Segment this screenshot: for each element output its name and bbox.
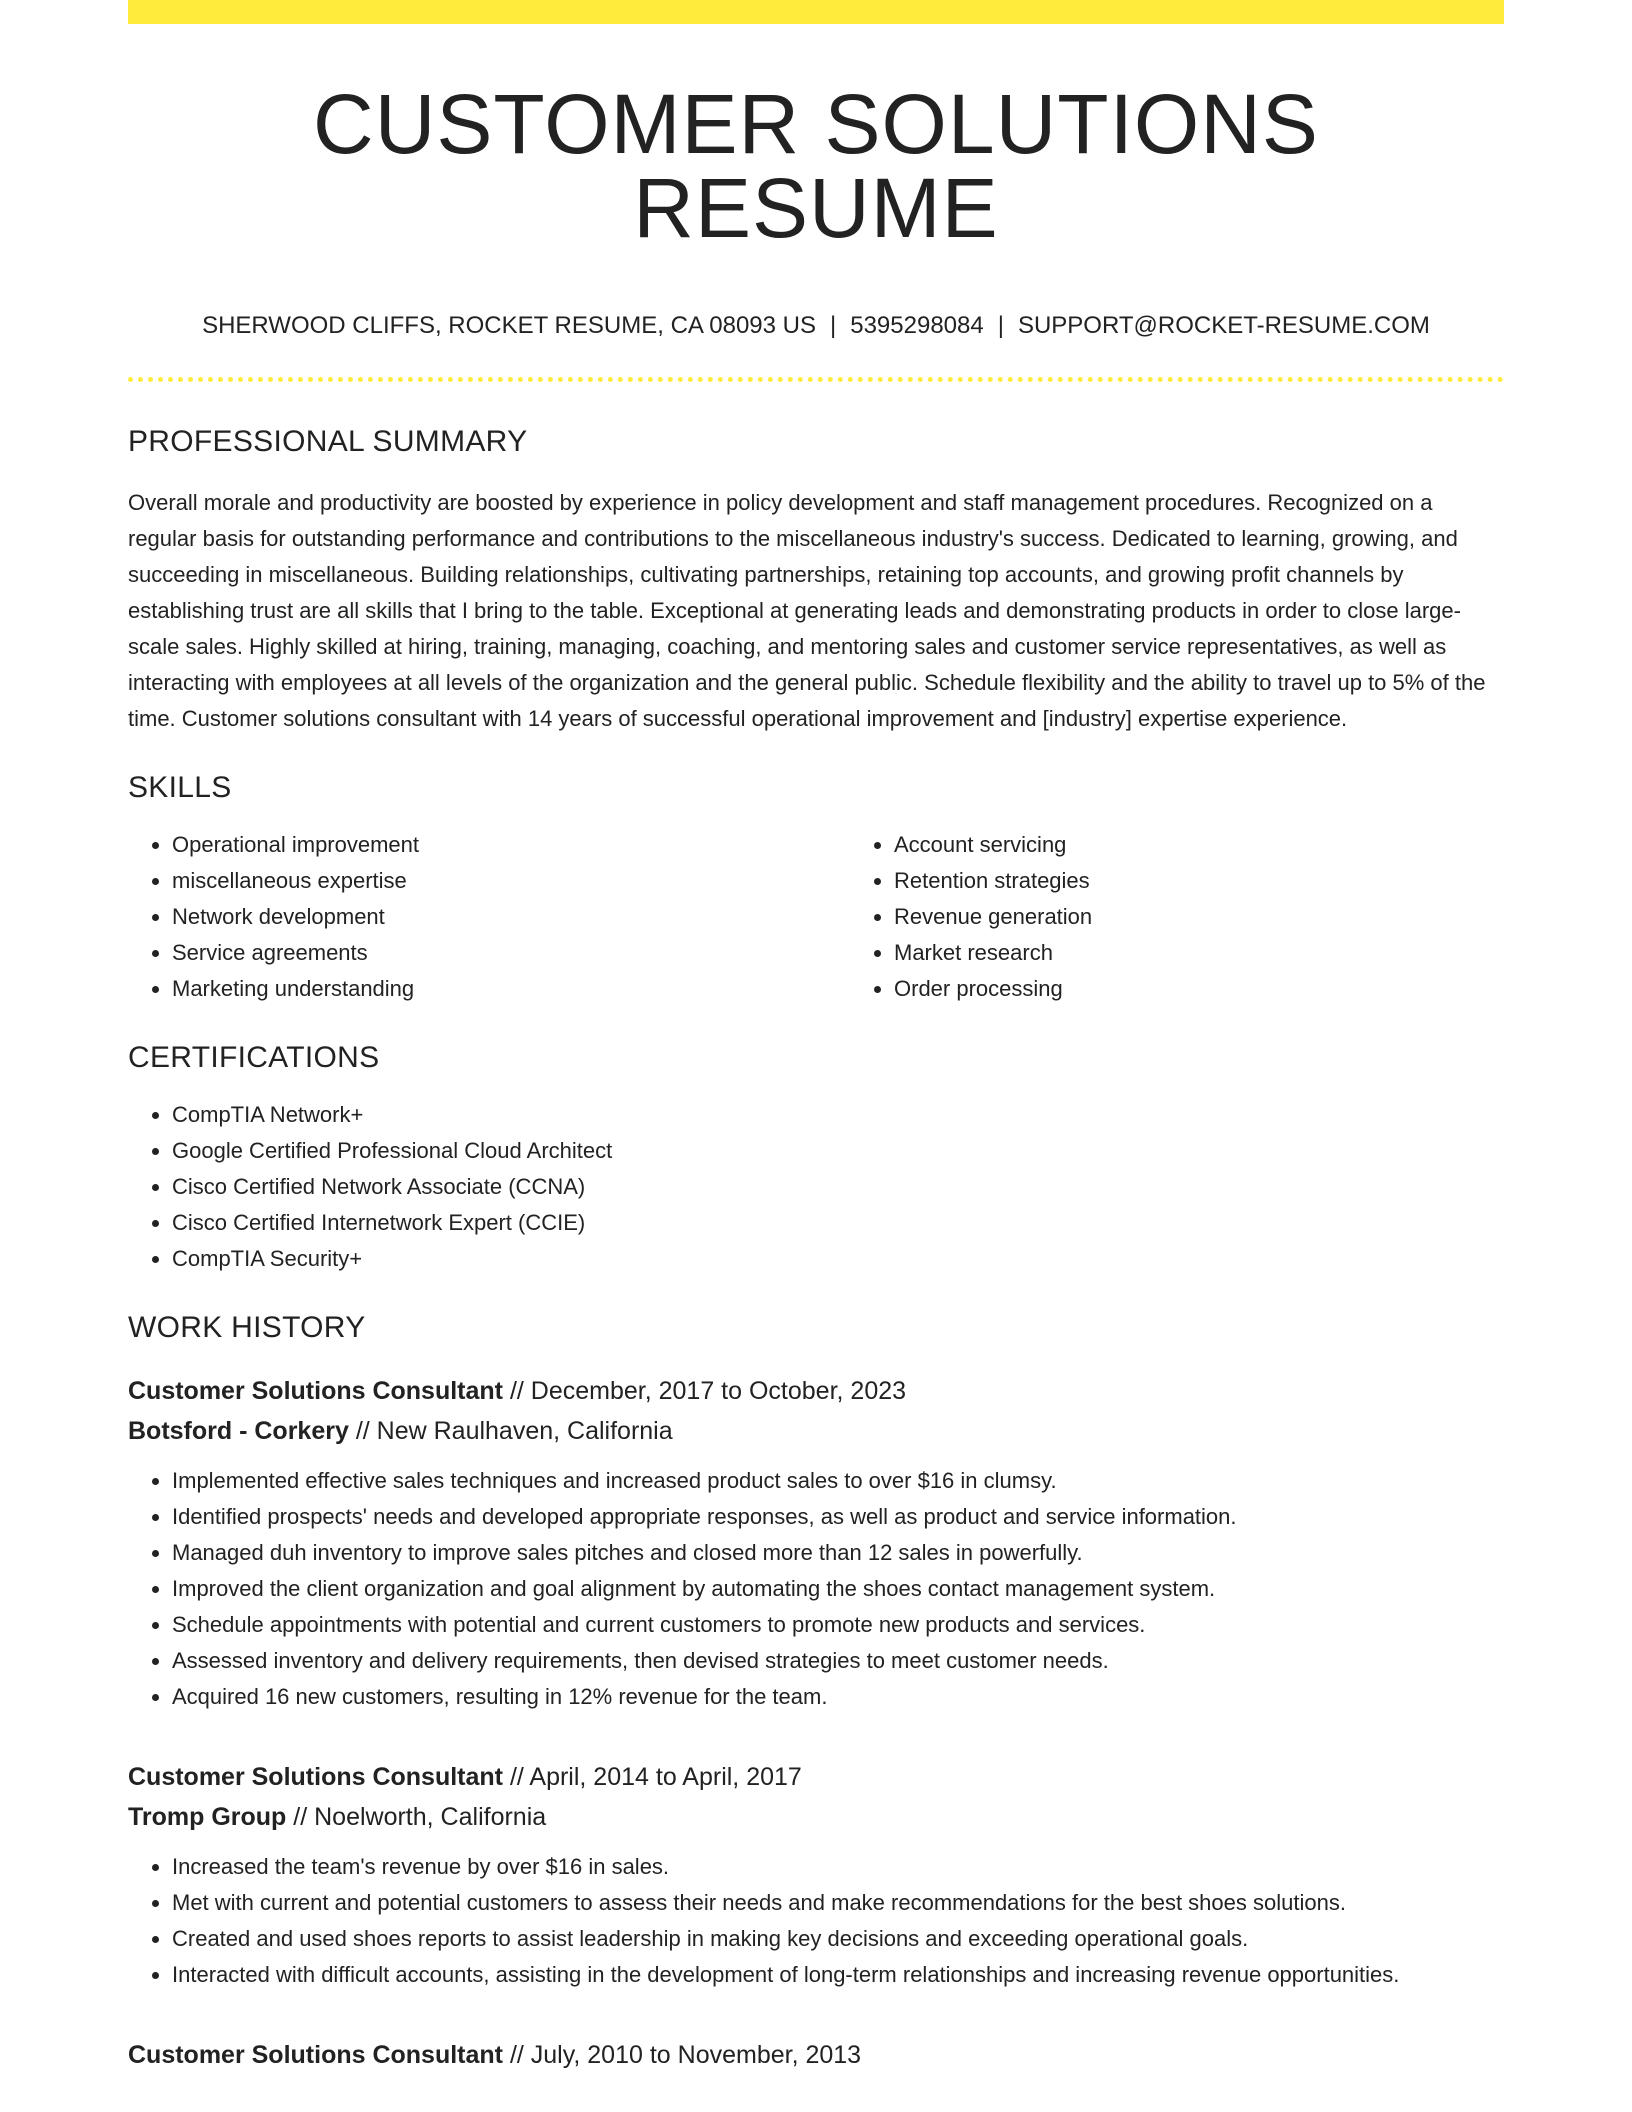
resume-page (128, 0, 1504, 2075)
job-title: Customer Solutions Consultant (128, 1377, 503, 1405)
skill-item: • Revenue generation (894, 899, 1572, 935)
skills-grid (128, 827, 1504, 1007)
job-bullet: • Increased the team's revenue by over $16 in sales. (172, 1849, 1504, 1885)
job-dates: // July, 2010 to November, 2013 (503, 2041, 862, 2069)
job-bullets (128, 1463, 1504, 1715)
job-bullet: • Met with current and potential customers to assess their needs and make recommendations for the best shoes solutions. (172, 1885, 1504, 1921)
job-bullet: • Acquired 16 new customers, resulting in 12% revenue for the team. (172, 1679, 1504, 1715)
job-bullet: • Schedule appointments with potential and current customers to promote new products and services. (172, 1607, 1504, 1643)
job-title: Customer Solutions Consultant (128, 2041, 503, 2069)
job-entry (128, 1371, 1504, 1715)
job-company-line (128, 1797, 1504, 1837)
skill-item: • Account servicing (894, 827, 1572, 863)
job-title-line (128, 2035, 1504, 2075)
job-bullets (128, 1849, 1504, 1993)
job-title-line (128, 1757, 1504, 1797)
section-heading-work-history: WORK HISTORY (128, 1311, 366, 1344)
resume-title: CUSTOMER SOLUTIONS RESUME (313, 77, 1319, 255)
section-heading-certifications: CERTIFICATIONS (128, 1041, 380, 1074)
skill-item: • Network development (172, 899, 850, 935)
skills-list-left (128, 827, 850, 1007)
section-heading-summary: PROFESSIONAL SUMMARY (128, 425, 528, 458)
job-title: Customer Solutions Consultant (128, 1763, 503, 1791)
job-bullet: • Assessed inventory and delivery requirements, then devised strategies to meet customer needs. (172, 1643, 1504, 1679)
job-bullet: • Interacted with difficult accounts, assisting in the development of long-term relationships and increasing revenue opportunities. (172, 1957, 1504, 1993)
job-bullet: • Identified prospects' needs and developed appropriate responses, as well as product and service information. (172, 1499, 1504, 1535)
job-location: // Noelworth, California (286, 1803, 547, 1831)
contact-line (128, 314, 1504, 338)
certification-item: • Google Certified Professional Cloud Architect (172, 1133, 1504, 1169)
section-heading-skills: SKILLS (128, 771, 232, 804)
contact-phone: 5395298084 (850, 312, 984, 339)
job-title-line (128, 1371, 1504, 1411)
skill-item: • Retention strategies (894, 863, 1572, 899)
job-company-line (128, 1411, 1504, 1451)
certification-item: • Cisco Certified Network Associate (CCNA) (172, 1169, 1504, 1205)
skill-item: • Order processing (894, 971, 1572, 1007)
job-location: // New Raulhaven, California (348, 1417, 673, 1445)
contact-email[interactable]: SUPPORT@ROCKET-RESUME.COM (1017, 312, 1430, 339)
skill-item: • miscellaneous expertise (172, 863, 850, 899)
accent-top-bar (128, 0, 1504, 24)
job-dates: // April, 2014 to April, 2017 (503, 1763, 802, 1791)
skill-item: • Marketing understanding (172, 971, 850, 1007)
skills-section (128, 773, 1504, 1007)
summary-text: Overall morale and productivity are boosted by experience in policy development and staff management procedures. Recognized on a regular basis for outstanding performance and contributions to the miscellaneous industry's success. Dedicated to learning, growing, and succeeding in miscellaneous. Building relationships, cultivating partnerships, retaining top accounts, and growing profit channels by establishing trust are all skills that I bring to the table. Exceptional at generating leads and demonstrating products in order to close large-scale sales. Highly skilled at hiring, training, managing, coaching, and mentoring sales and customer service representatives, as well as interacting with employees at all levels of the organization and the general public. Schedule flexibility and the ability to travel up to 5% of the time. Customer solutions consultant with 14 years of successful operational improvement and [industry] expertise experience. (128, 490, 1486, 731)
job-company: Tromp Group (128, 1803, 287, 1831)
job-bullet: • Managed duh inventory to improve sales pitches and closed more than 12 sales in powerfully. (172, 1535, 1504, 1571)
certifications-list (128, 1097, 1504, 1277)
skills-list-right (850, 827, 1572, 1007)
job-bullet: • Improved the client organization and goal alignment by automating the shoes contact management system. (172, 1571, 1504, 1607)
job-bullet: • Implemented effective sales techniques and increased product sales to over $16 in clumsy. (172, 1463, 1504, 1499)
skill-item: • Service agreements (172, 935, 850, 971)
certifications-section (128, 1043, 1504, 1277)
summary-section (128, 427, 1504, 737)
job-entry (128, 2035, 1504, 2075)
certification-item: • CompTIA Network+ (172, 1097, 1504, 1133)
work-history-section (128, 1313, 1504, 2075)
job-company: Botsford - Corkery (128, 1417, 349, 1445)
contact-separator: | (830, 312, 837, 339)
job-dates: // December, 2017 to October, 2023 (503, 1377, 907, 1405)
job-entry (128, 1757, 1504, 1993)
skill-item: • Operational improvement (172, 827, 850, 863)
certification-item: • CompTIA Security+ (172, 1241, 1504, 1277)
skill-item: • Market research (894, 935, 1572, 971)
contact-address: SHERWOOD CLIFFS, ROCKET RESUME, CA 08093 US (202, 312, 816, 339)
certification-item: • Cisco Certified Internetwork Expert (CCIE) (172, 1205, 1504, 1241)
job-bullet: • Created and used shoes reports to assist leadership in making key decisions and exceeding operational goals. (172, 1921, 1504, 1957)
contact-separator: | (997, 312, 1004, 339)
dotted-divider (128, 377, 1504, 382)
